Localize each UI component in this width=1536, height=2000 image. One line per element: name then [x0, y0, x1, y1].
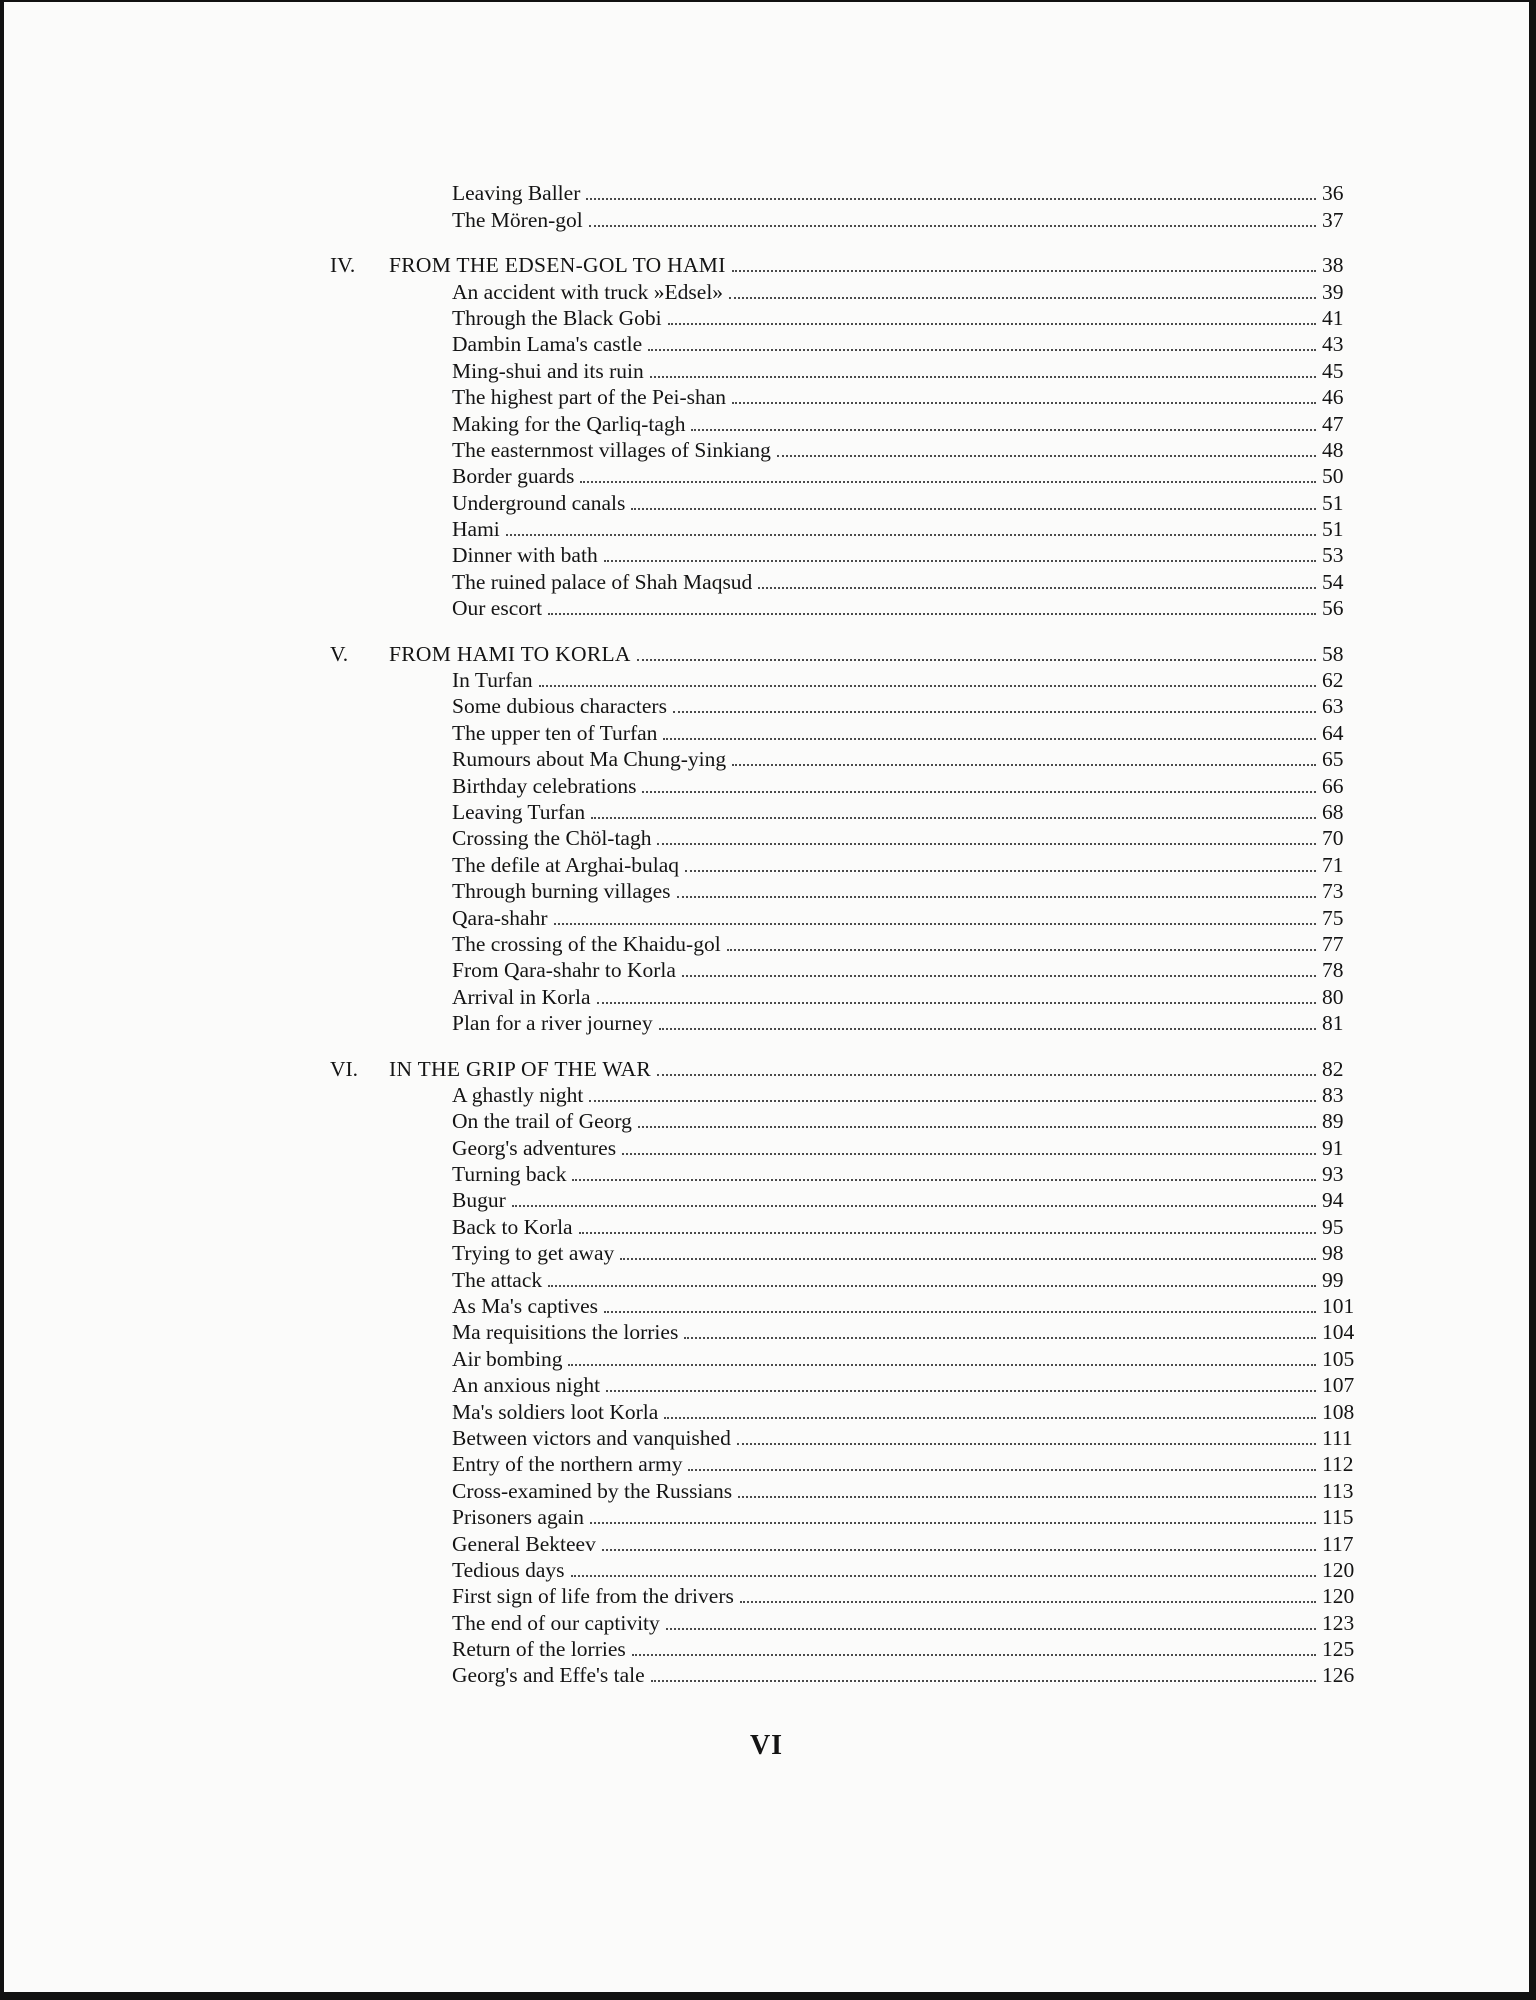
section-title: From Qara-shahr to Korla: [452, 958, 676, 983]
section-page-number: 115: [1322, 1505, 1354, 1530]
section-page-number: 99: [1322, 1267, 1344, 1292]
dot-leader: [620, 1258, 1316, 1260]
dot-leader: [688, 1469, 1316, 1471]
section-title: Dambin Lama's castle: [452, 332, 643, 357]
toc-row: [4, 746, 1529, 772]
section-title: The crossing of the Khaidu-gol: [452, 931, 721, 956]
toc-row: [4, 1477, 1529, 1503]
section-entry: [4, 1214, 1529, 1240]
chapter-page-number: 58: [1322, 641, 1344, 666]
dot-leader: [740, 1601, 1316, 1603]
toc-row: [4, 1293, 1529, 1319]
toc-row: [4, 357, 1529, 383]
section-entry: [4, 411, 1529, 437]
section-entry: [4, 542, 1529, 568]
section-entry: [4, 1583, 1529, 1609]
section-title: Plan for a river journey: [452, 1011, 653, 1036]
dot-leader: [637, 659, 1316, 661]
section-title: The end of our captivity: [452, 1610, 660, 1635]
section-entry: [4, 1267, 1529, 1293]
dot-leader: [673, 711, 1316, 713]
section-title: Ma's soldiers loot Korla: [452, 1399, 659, 1424]
dot-leader: [548, 613, 1316, 615]
section-entry: [4, 852, 1529, 878]
section-title: As Ma's captives: [452, 1294, 598, 1319]
toc-row: [4, 1266, 1529, 1292]
dot-leader: [664, 1417, 1316, 1419]
toc-row: [4, 851, 1529, 877]
toc-row: [4, 595, 1529, 621]
section-page-number: 64: [1322, 720, 1344, 745]
toc-row: [4, 180, 1529, 206]
dot-leader: [572, 1179, 1316, 1181]
toc-row: [4, 410, 1529, 436]
section-entry: [4, 1240, 1529, 1266]
section-entry: [4, 878, 1529, 904]
chapter-entry: [4, 252, 1529, 278]
section-title: Between victors and vanquished: [452, 1425, 731, 1450]
toc-row: [4, 331, 1529, 357]
section-entry: [4, 1425, 1529, 1451]
section-title: Georg's adventures: [452, 1135, 617, 1160]
dot-leader: [568, 1364, 1316, 1366]
dot-leader: [631, 508, 1316, 510]
section-title: Crossing the Chöl-tagh: [452, 826, 652, 851]
section-title: Bugur: [452, 1188, 506, 1213]
toc-row: [4, 1425, 1529, 1451]
chapter-page-number: 38: [1322, 253, 1344, 278]
toc-row: [4, 305, 1529, 331]
toc-row: [4, 878, 1529, 904]
section-page-number: 112: [1322, 1452, 1354, 1477]
section-page-number: 126: [1322, 1663, 1355, 1688]
section-title: The highest part of the Pei-shan: [452, 385, 727, 410]
section-entry: [4, 1478, 1529, 1504]
toc-row: [4, 1187, 1529, 1213]
section-page-number: 50: [1322, 464, 1344, 489]
section-page-number: 113: [1322, 1478, 1354, 1503]
section-title: Air bombing: [452, 1346, 563, 1371]
table-of-contents: [4, 180, 1529, 1688]
section-title: Return of the lorries: [452, 1637, 626, 1662]
toc-row: [4, 719, 1529, 745]
chapter-page-number: 82: [1322, 1056, 1344, 1081]
section-page-number: 91: [1322, 1135, 1344, 1160]
page-folio: VI: [749, 1730, 784, 1761]
section-page-number: 117: [1322, 1531, 1354, 1556]
section-title: The attack: [452, 1267, 543, 1292]
chapter-title: FROM HAMI TO KORLA: [389, 641, 631, 666]
dot-leader: [590, 1522, 1316, 1524]
section-page-number: 71: [1322, 852, 1344, 877]
chapter-numeral: IV.: [330, 253, 356, 278]
section-page-number: 120: [1322, 1584, 1355, 1609]
section-entry: [4, 667, 1529, 693]
dot-leader: [638, 1126, 1316, 1128]
dot-leader: [602, 1549, 1316, 1551]
dot-leader: [729, 297, 1316, 299]
dot-leader: [642, 791, 1316, 793]
dot-leader: [548, 1285, 1316, 1287]
section-entry: [4, 1293, 1529, 1319]
section-title: Our escort: [452, 596, 543, 621]
toc-row: [4, 931, 1529, 957]
section-entry: [4, 720, 1529, 746]
section-entry: [4, 984, 1529, 1010]
section-entry: [4, 1187, 1529, 1213]
section-entry: [4, 1451, 1529, 1477]
dot-leader: [732, 402, 1316, 404]
dot-leader: [512, 1205, 1316, 1207]
toc-row: [4, 384, 1529, 410]
section-entry: [4, 1108, 1529, 1134]
chapter-entry: [4, 1056, 1529, 1082]
section-title: Trying to get away: [452, 1241, 615, 1266]
section-page-number: 73: [1322, 879, 1344, 904]
toc-row: [4, 568, 1529, 594]
toc-row: [4, 1010, 1529, 1036]
toc-row: [4, 1504, 1529, 1530]
section-title: The upper ten of Turfan: [452, 720, 658, 745]
section-entry: [4, 490, 1529, 516]
section-title: An accident with truck »Edsel»: [452, 279, 724, 304]
dot-leader: [606, 1390, 1316, 1392]
section-entry: [4, 1319, 1529, 1345]
toc-row: [4, 542, 1529, 568]
section-entry: [4, 1135, 1529, 1161]
section-page-number: 125: [1322, 1637, 1355, 1662]
section-entry: [4, 207, 1529, 233]
dot-leader: [668, 323, 1316, 325]
section-page-number: 68: [1322, 799, 1344, 824]
toc-row: [4, 1240, 1529, 1266]
section-title: The defile at Arghai-bulaq: [452, 852, 680, 877]
toc-row: [4, 463, 1529, 489]
section-page-number: 98: [1322, 1241, 1344, 1266]
chapter-entry: [4, 641, 1529, 667]
section-title: Cross-examined by the Russians: [452, 1478, 733, 1503]
toc-row: [4, 983, 1529, 1009]
toc-row: [4, 904, 1529, 930]
section-title: The ruined palace of Shah Maqsud: [452, 569, 753, 594]
section-page-number: 66: [1322, 773, 1344, 798]
section-page-number: 45: [1322, 358, 1344, 383]
section-entry: [4, 799, 1529, 825]
dot-leader: [685, 870, 1316, 872]
toc-row: [4, 1662, 1529, 1688]
chapter-heading: [4, 640, 1529, 666]
dot-leader: [604, 1311, 1316, 1313]
dot-leader: [684, 1337, 1316, 1339]
section-page-number: 81: [1322, 1011, 1344, 1036]
section-title: Hami: [452, 517, 500, 542]
section-entry: [4, 384, 1529, 410]
section-page-number: 36: [1322, 181, 1344, 206]
section-page-number: 53: [1322, 543, 1344, 568]
section-entry: [4, 746, 1529, 772]
section-page-number: 107: [1322, 1373, 1355, 1398]
section-title: Birthday celebrations: [452, 773, 637, 798]
dot-leader: [651, 1680, 1316, 1682]
section-page-number: 75: [1322, 905, 1344, 930]
toc-row: [4, 1451, 1529, 1477]
dot-leader: [571, 1575, 1316, 1577]
toc-row: [4, 1213, 1529, 1239]
toc-row: [4, 1319, 1529, 1345]
section-page-number: 111: [1322, 1425, 1353, 1450]
section-title: Rumours about Ma Chung-ying: [452, 747, 727, 772]
section-page-number: 65: [1322, 747, 1344, 772]
section-page-number: 54: [1322, 569, 1344, 594]
toc-row: [4, 693, 1529, 719]
section-page-number: 37: [1322, 207, 1344, 232]
toc-row: [4, 1636, 1529, 1662]
toc-row: [4, 1583, 1529, 1609]
toc-row: [4, 1161, 1529, 1187]
section-title: The Mören-gol: [452, 207, 583, 232]
chapter-title: IN THE GRIP OF THE WAR: [389, 1056, 652, 1081]
section-title: Turning back: [452, 1162, 567, 1187]
toc-row: [4, 1082, 1529, 1108]
section-title: Through burning villages: [452, 879, 671, 904]
section-page-number: 39: [1322, 279, 1344, 304]
section-page-number: 51: [1322, 490, 1344, 515]
section-entry: [4, 1161, 1529, 1187]
dot-leader: [586, 198, 1316, 200]
section-page-number: 95: [1322, 1214, 1344, 1239]
section-page-number: 120: [1322, 1557, 1355, 1582]
section-page-number: 51: [1322, 517, 1344, 542]
toc-row: [4, 1557, 1529, 1583]
dot-leader: [554, 923, 1316, 925]
section-title: Entry of the northern army: [452, 1452, 683, 1477]
dot-leader: [622, 1153, 1316, 1155]
toc-row: [4, 1530, 1529, 1556]
toc-row: [4, 1609, 1529, 1635]
dot-leader: [650, 376, 1316, 378]
dot-leader: [691, 429, 1316, 431]
section-page-number: 93: [1322, 1162, 1344, 1187]
dot-leader: [659, 1028, 1316, 1030]
section-entry: [4, 931, 1529, 957]
toc-row: [4, 516, 1529, 542]
section-entry: [4, 1010, 1529, 1036]
section-page-number: 43: [1322, 332, 1344, 357]
section-title: In Turfan: [452, 668, 533, 693]
dot-leader: [539, 685, 1316, 687]
book-page: [4, 2, 1529, 1992]
section-entry: [4, 516, 1529, 542]
toc-row: [4, 772, 1529, 798]
toc-row: [4, 667, 1529, 693]
dot-leader: [506, 534, 1316, 536]
chapter-numeral: VI.: [330, 1056, 359, 1081]
section-entry: [4, 693, 1529, 719]
toc-row: [4, 1372, 1529, 1398]
section-entry: [4, 957, 1529, 983]
section-title: Prisoners again: [452, 1505, 584, 1530]
section-entry: [4, 1372, 1529, 1398]
section-page-number: 47: [1322, 411, 1344, 436]
chapter-numeral: V.: [330, 641, 349, 666]
toc-row: [4, 437, 1529, 463]
section-page-number: 70: [1322, 826, 1344, 851]
toc-row: [4, 825, 1529, 851]
dot-leader: [777, 455, 1316, 457]
dot-leader: [632, 1654, 1316, 1656]
dot-leader: [657, 1074, 1316, 1076]
dot-leader: [589, 225, 1316, 227]
section-page-number: 78: [1322, 958, 1344, 983]
section-entry: [4, 180, 1529, 206]
dot-leader: [732, 270, 1316, 272]
section-entry: [4, 825, 1529, 851]
section-title: A ghastly night: [452, 1082, 584, 1107]
toc-row: [4, 799, 1529, 825]
section-page-number: 94: [1322, 1188, 1344, 1213]
section-title: Through the Black Gobi: [452, 305, 662, 330]
dot-leader: [657, 843, 1316, 845]
section-entry: [4, 437, 1529, 463]
dot-leader: [597, 1002, 1316, 1004]
section-entry: [4, 1557, 1529, 1583]
section-page-number: 63: [1322, 694, 1344, 719]
dot-leader: [732, 764, 1316, 766]
toc-row: [4, 957, 1529, 983]
section-title: Arrival in Korla: [452, 984, 591, 1009]
section-title: Border guards: [452, 464, 575, 489]
section-entry: [4, 1504, 1529, 1530]
section-title: Back to Korla: [452, 1214, 573, 1239]
section-title: Some dubious characters: [452, 694, 667, 719]
dot-leader: [648, 349, 1316, 351]
toc-row: [4, 1134, 1529, 1160]
toc-row: [4, 1345, 1529, 1371]
toc-row: [4, 489, 1529, 515]
toc-row: [4, 1108, 1529, 1134]
chapter-heading: [4, 1055, 1529, 1081]
section-title: General Bekteev: [452, 1531, 596, 1556]
dot-leader: [737, 1443, 1316, 1445]
dot-leader: [591, 817, 1316, 819]
section-title: Ma requisitions the lorries: [452, 1320, 679, 1345]
chapter-heading: [4, 252, 1529, 278]
section-entry: [4, 463, 1529, 489]
section-page-number: 56: [1322, 596, 1344, 621]
section-page-number: 48: [1322, 437, 1344, 462]
section-page-number: 41: [1322, 305, 1344, 330]
section-title: Qara-shahr: [452, 905, 548, 930]
section-title: Tedious days: [452, 1557, 565, 1582]
section-entry: [4, 569, 1529, 595]
toc-row: [4, 206, 1529, 232]
section-page-number: 123: [1322, 1610, 1355, 1635]
section-page-number: 46: [1322, 385, 1344, 410]
section-title: Leaving Turfan: [452, 799, 586, 824]
section-entry: [4, 358, 1529, 384]
dot-leader: [727, 949, 1316, 951]
section-entry: [4, 905, 1529, 931]
dot-leader: [677, 896, 1316, 898]
chapter-title: FROM THE EDSEN-GOL TO HAMI: [389, 253, 726, 278]
section-entry: [4, 305, 1529, 331]
section-page-number: 77: [1322, 931, 1344, 956]
section-entry: [4, 279, 1529, 305]
section-entry: [4, 1399, 1529, 1425]
section-entry: [4, 1636, 1529, 1662]
section-page-number: 101: [1322, 1294, 1355, 1319]
section-page-number: 104: [1322, 1320, 1355, 1345]
section-entry: [4, 773, 1529, 799]
dot-leader: [682, 975, 1316, 977]
dot-leader: [589, 1100, 1316, 1102]
section-page-number: 80: [1322, 984, 1344, 1009]
section-page-number: 62: [1322, 668, 1344, 693]
section-page-number: 89: [1322, 1109, 1344, 1134]
dot-leader: [604, 560, 1316, 562]
section-title: The easternmost villages of Sinkiang: [452, 437, 771, 462]
section-title: Ming-shui and its ruin: [452, 358, 644, 383]
section-entry: [4, 595, 1529, 621]
section-title: First sign of life from the drivers: [452, 1584, 734, 1609]
toc-row: [4, 1398, 1529, 1424]
section-page-number: 83: [1322, 1082, 1344, 1107]
section-title: Underground canals: [452, 490, 626, 515]
section-entry: [4, 1531, 1529, 1557]
dot-leader: [758, 587, 1316, 589]
section-page-number: 108: [1322, 1399, 1355, 1424]
section-title: Dinner with bath: [452, 543, 598, 568]
section-title: Georg's and Effe's tale: [452, 1663, 645, 1688]
section-title: An anxious night: [452, 1373, 601, 1398]
toc-row: [4, 278, 1529, 304]
section-entry: [4, 1082, 1529, 1108]
section-title: Leaving Baller: [452, 181, 581, 206]
dot-leader: [738, 1496, 1316, 1498]
section-title: Making for the Qarliq-tagh: [452, 411, 686, 436]
dot-leader: [663, 738, 1316, 740]
dot-leader: [579, 1232, 1316, 1234]
section-entry: [4, 1610, 1529, 1636]
dot-leader: [580, 481, 1316, 483]
section-entry: [4, 1346, 1529, 1372]
section-title: On the trail of Georg: [452, 1109, 632, 1134]
section-entry: [4, 331, 1529, 357]
section-page-number: 105: [1322, 1346, 1355, 1371]
dot-leader: [666, 1628, 1316, 1630]
section-entry: [4, 1662, 1529, 1688]
